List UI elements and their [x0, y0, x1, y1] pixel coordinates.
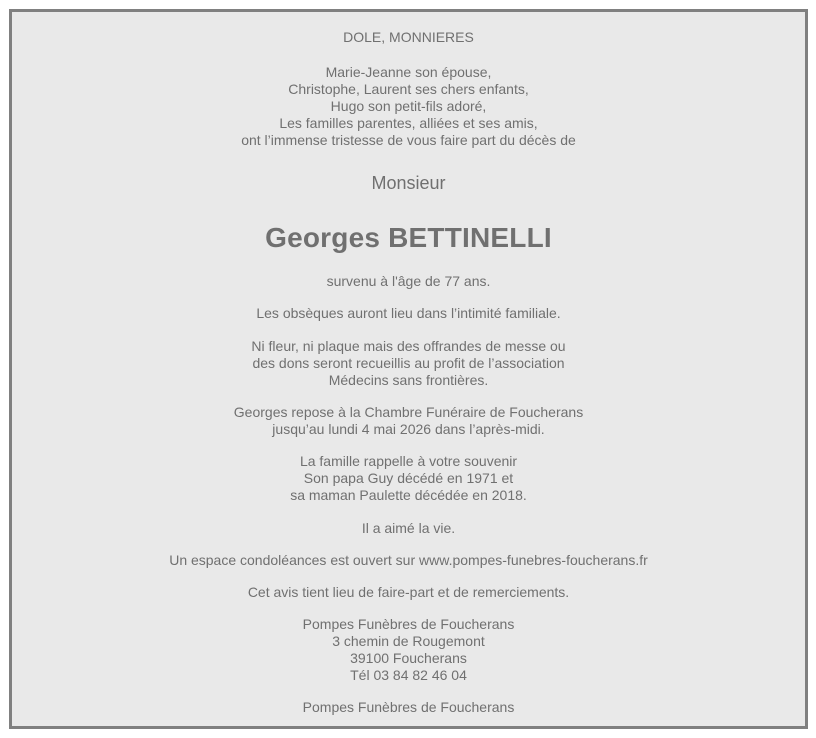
family-announcement: [12, 64, 805, 149]
donations-line: des dons seront recueillis au profit de l’association: [252, 355, 565, 371]
funeral-home-line: 39100 Foucherans: [350, 650, 467, 666]
deceased-name: Georges BETTINELLI: [265, 222, 552, 253]
remembrance-line: sa maman Paulette décédée en 2018.: [290, 487, 527, 503]
family-line: Hugo son petit-fils adoré,: [330, 98, 487, 114]
donations-line: Ni fleur, ni plaque mais des offrandes de messe ou: [251, 338, 566, 354]
civility-title: Monsieur: [371, 173, 446, 193]
remembrance-line: Son papa Guy décédé en 1971 et: [303, 470, 514, 486]
signature-line: Pompes Funèbres de Foucherans: [302, 699, 515, 715]
thanks-line: Cet avis tient lieu de faire-part et de remerciements.: [247, 584, 570, 600]
resting-block: [12, 404, 805, 438]
resting-line: jusqu’au lundi 4 mai 2026 dans l’après-midi.: [272, 421, 545, 437]
funeral-home-line: Pompes Funèbres de Foucherans: [302, 616, 515, 632]
obituary-notice: [9, 9, 808, 729]
loved-life-line: Il a aimé la vie.: [361, 520, 456, 536]
family-line: ont l’immense tristesse de vous faire part du décès de: [241, 132, 576, 148]
donations-block: [12, 338, 805, 389]
age-line: survenu à l'âge de 77 ans.: [326, 273, 491, 289]
remembrance-block: [12, 453, 805, 504]
remembrance-line: La famille rappelle à votre souvenir: [299, 453, 518, 469]
funeral-home-line: Tél 03 84 82 46 04: [350, 667, 467, 683]
location-heading: DOLE, MONNIERES: [343, 29, 474, 45]
condolences-line: Un espace condoléances est ouvert sur www.pompes-funebres-foucherans.fr: [169, 552, 648, 568]
funeral-home-line: 3 chemin de Rougemont: [332, 633, 485, 649]
donations-line: Médecins sans frontières.: [328, 372, 489, 388]
funeral-home-block: [12, 616, 805, 684]
family-line: Marie-Jeanne son épouse,: [325, 64, 492, 80]
resting-line: Georges repose à la Chambre Funéraire de Foucherans: [233, 404, 584, 420]
funeral-line: Les obsèques auront lieu dans l’intimité familiale.: [256, 305, 561, 321]
notice-content: [12, 12, 805, 716]
family-line: Christophe, Laurent ses chers enfants,: [288, 81, 529, 97]
family-line: Les familles parentes, alliées et ses amis,: [279, 115, 538, 131]
